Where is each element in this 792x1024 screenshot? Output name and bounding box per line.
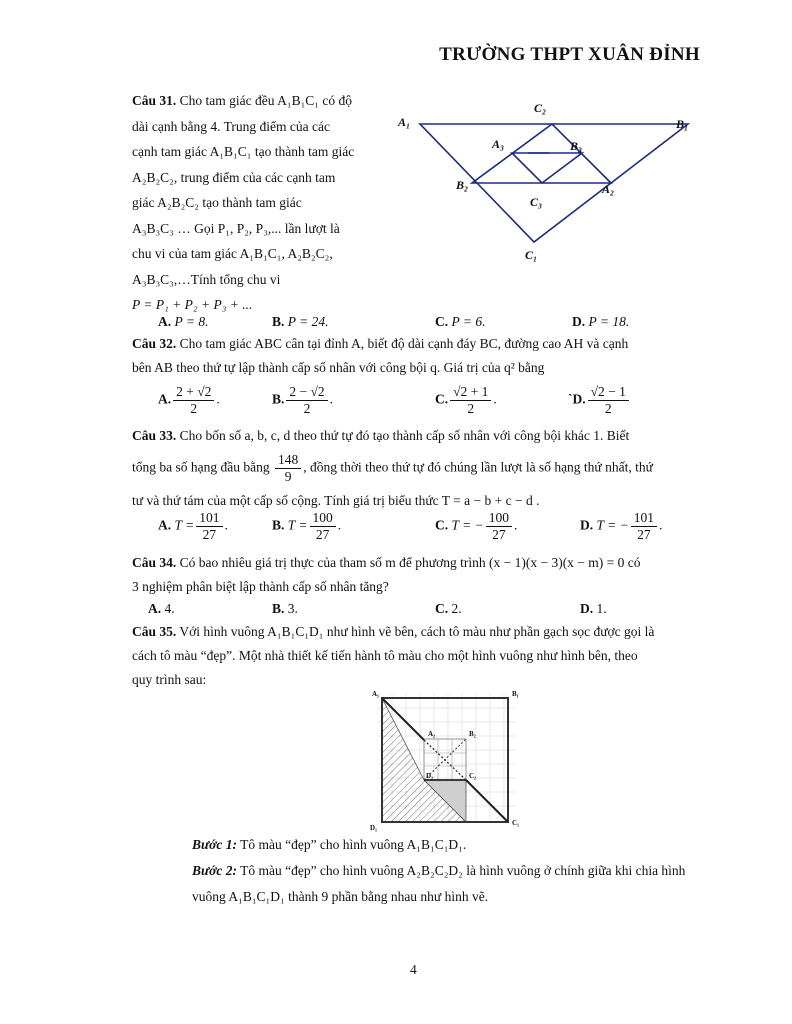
question-33-text: Câu 33. Cho bốn số a, b, c, d theo thứ tự đó tạo thành cấp số nhân với công bội khác 1. Biết tổng ba số hạng đầu bằng $\frac{148}{9}$ , đồng thời theo thứ tự đó chúng lần lượt là số hạng thứ nhất, thứ tư và thứ tám của một cấp số cộng. Tính giá trị biểu thức T = a − b + c − d . [132, 428, 653, 508]
q31-line: Cho tam giác đều A₁B₁C₁ có độ [179, 93, 352, 108]
q34-option-c[interactable]: C. 2. [435, 601, 462, 616]
q31-line: cạnh tam giác A₁B₁C₁ tạo thành tam giác [132, 144, 355, 159]
nested-triangles-figure [392, 92, 712, 272]
q33-option-c[interactable]: C. T = − $\frac{100}{27}$ . [435, 510, 518, 542]
label-B3: B₃ [570, 139, 583, 153]
label-B1: B₁ [512, 690, 519, 698]
q32-option-a[interactable]: A. $\frac{2 + √2}{2}$ . [158, 384, 220, 416]
label-D1: D₁ [370, 824, 378, 832]
triangle-a3b3c3 [512, 153, 582, 183]
label-C2: C₂ [469, 772, 477, 780]
step-1-text: Tô màu “đẹp” cho hình vuông A₁B₁C₁D₁. [240, 837, 467, 852]
q34-option-b[interactable]: B. 3. [272, 601, 298, 616]
question-32-text: Câu 32. Cho tam giác ABC cân tại đỉnh A, biết độ dài cạnh đáy BC, đường cao AH và cạnh bên AB theo thứ tự lập thành cấp số nhân với công bội q. Giá trị của q² bằng [132, 336, 629, 375]
q31-line: A₂B₂C₂, trung điểm của các cạnh tam [132, 169, 336, 185]
label-C1: C₁ [525, 248, 538, 262]
step-2-text: Tô màu “đẹp” cho hình vuông A₂B₂C₂D₂ là hình vuông ở chính giữa khi chia hình vuông A₁B₁C₁D₁ thành 9 phần bằng nhau như hình vẽ. [192, 863, 686, 904]
q32-option-d[interactable]: `D. $\frac{√2 - 1}{2}$ [568, 384, 631, 417]
q31-line: dài cạnh bằng 4. Trung điểm của các [132, 118, 330, 134]
q33-option-b[interactable]: B. T = $\frac{100}{27}$ . [272, 510, 342, 542]
step-2-label: Bước 2: [192, 863, 237, 878]
q31-option-b[interactable]: B. P = 24. [272, 314, 329, 329]
question-31-label: Câu 31. [132, 93, 177, 108]
q31-option-d[interactable]: D. P = 18. [572, 314, 630, 329]
question-35-text: Câu 35. Với hình vuông A₁B₁C₁D₁ như hình vẽ bên, cách tô màu như phần gạch sọc được gọi là cách tô màu “đẹp”. Một nhà thiết kế tiến hành tô màu cho một hình vuông như hình bên, theo quy trình sau: [132, 624, 655, 687]
q31-line: A₃B₃C₃ … Gọi P₁, P₂, P₃,... lần lượt là [132, 220, 340, 236]
question-35-label: Câu 35. [132, 624, 177, 639]
label-A2: A₂ [602, 182, 615, 196]
page-number: 4 [410, 962, 417, 977]
question-31-text [132, 88, 377, 318]
q34-option-d[interactable]: D. 1. [580, 601, 607, 616]
label-A2: A₂ [428, 730, 436, 738]
q31-line: A₃B₃C₃,…Tính tổng chu vi [132, 271, 281, 287]
q31-option-a[interactable]: A. P = 8. [158, 314, 209, 329]
question-34-label: Câu 34. [132, 555, 177, 570]
question-33-label: Câu 33. [132, 428, 177, 443]
school-header: TRƯỜNG THPT XUÂN ĐỈNH [439, 44, 700, 65]
step-2 [192, 858, 702, 910]
question-32-label: Câu 32. [132, 336, 177, 351]
q33-option-d[interactable]: D. T = − $\frac{101}{27}$ . [580, 510, 663, 542]
label-B1: B₁ [676, 117, 689, 131]
label-C1: C₁ [512, 819, 520, 827]
label-D2: D₂ [426, 772, 434, 780]
q31-option-c[interactable]: C. P = 6. [435, 314, 486, 329]
label-B2: B₂ [456, 178, 469, 192]
question-34-text: Câu 34. Có bao nhiêu giá trị thực của tham số m để phương trình (x − 1)(x − 3)(x − m) = 0 có 3 nghiệm phân biệt lập thành cấp số nhân tăng? [132, 555, 641, 594]
q31-line: chu vi của tam giác A₁B₁C₁, A₂B₂C₂, [132, 246, 333, 261]
label-A3: A₃ [492, 137, 505, 151]
label-A1: A₁ [372, 690, 380, 698]
q32-option-c[interactable]: C. $\frac{√2 + 1}{2}$ . [435, 384, 497, 416]
label-B2: B₂ [469, 730, 476, 738]
q32-option-b[interactable]: B. $\frac{2 - √2}{2}$ . [272, 384, 334, 416]
hatched-square-figure [366, 684, 531, 834]
q34-option-a[interactable]: A. 4. [148, 601, 175, 616]
step-1 [192, 832, 702, 858]
q33-option-a[interactable]: A. T = $\frac{101}{27}$ . [158, 510, 228, 542]
step-1-label: Bước 1: [192, 837, 237, 852]
label-C2: C₂ [534, 101, 547, 115]
label-A1: A₁ [398, 115, 411, 129]
q31-line: giác A₂B₂C₂ tạo thành tam giác [132, 195, 302, 210]
q31-line: P = P₁ + P₂ + P₃ + ... [132, 297, 253, 312]
label-C3: C₃ [530, 195, 543, 209]
